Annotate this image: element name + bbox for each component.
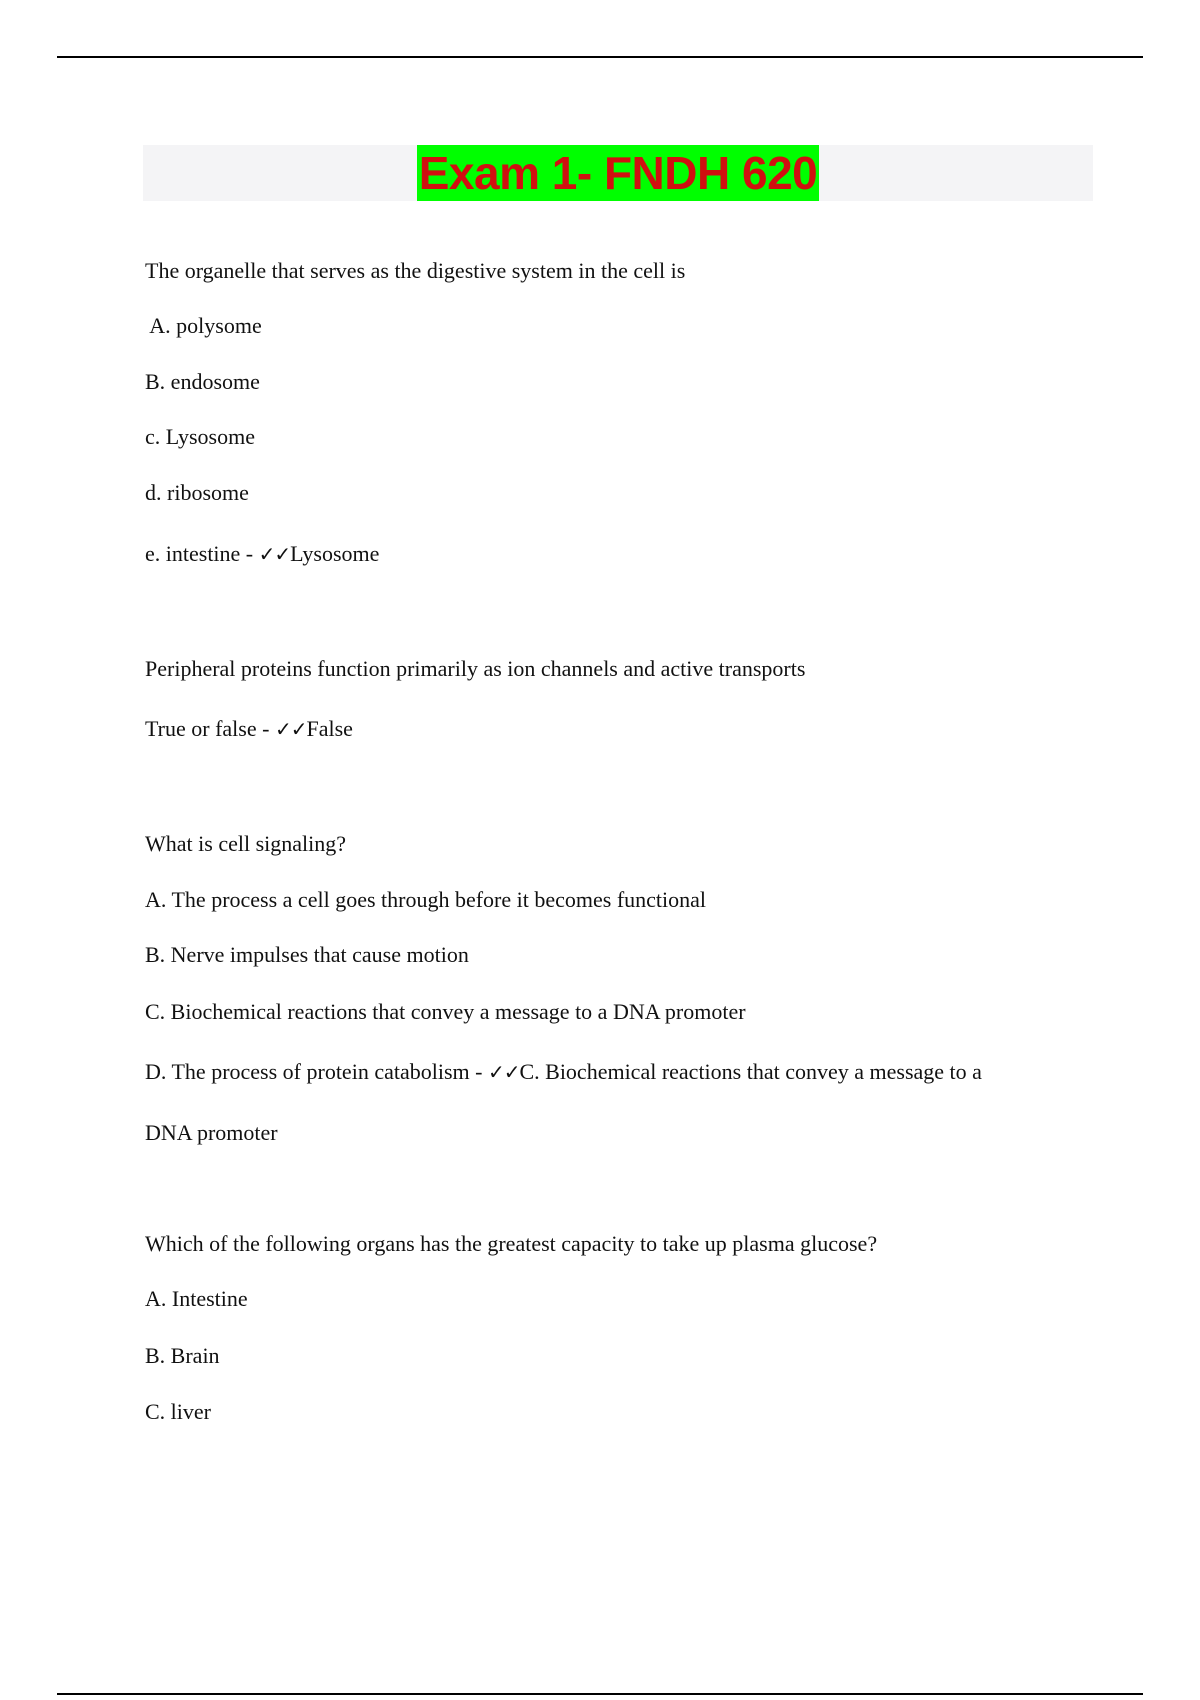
question-3-text: What is cell signaling? xyxy=(145,831,346,856)
question-1-option-c: c. Lysosome xyxy=(145,424,255,449)
question-3-answer-continued: DNA promoter xyxy=(145,1120,278,1145)
question-4-option-a: A. Intestine xyxy=(145,1286,248,1311)
option-d-text: D. The process of protein catabolism - xyxy=(145,1059,488,1084)
answer-text: Lysosome xyxy=(290,541,380,566)
option-e-text: e. intestine - xyxy=(145,541,259,566)
title-banner xyxy=(143,145,1093,201)
question-2-answer-line xyxy=(145,715,353,743)
check-mark-icon: ✓✓ xyxy=(274,717,307,741)
answer-text: False xyxy=(306,716,353,741)
question-3-option-a: A. The process a cell goes through before it becomes functional xyxy=(145,887,707,912)
question-2-text: Peripheral proteins function primarily as ion channels and active transports xyxy=(145,656,806,681)
question-4-text: Which of the following organs has the greatest capacity to take up plasma glucose? xyxy=(145,1231,878,1256)
check-mark-icon: ✓✓ xyxy=(487,1060,520,1084)
question-1-option-e-answer xyxy=(145,540,379,568)
check-mark-icon: ✓✓ xyxy=(258,542,291,566)
question-1-option-d: d. ribosome xyxy=(145,480,249,505)
question-3-option-d-answer xyxy=(145,1058,982,1086)
question-3-option-c: C. Biochemical reactions that convey a message to a DNA promoter xyxy=(145,999,746,1024)
question-1-text: The organelle that serves as the digestive system in the cell is xyxy=(145,258,686,283)
bottom-rule xyxy=(57,1693,1143,1695)
answer-text: C. Biochemical reactions that convey a message to a xyxy=(519,1059,982,1084)
question-1-option-a: A. polysome xyxy=(145,313,262,338)
question-4-option-c: C. liver xyxy=(145,1399,211,1424)
question-4-option-b: B. Brain xyxy=(145,1343,220,1368)
question-1-option-b: B. endosome xyxy=(145,369,260,394)
top-rule xyxy=(57,56,1143,58)
true-false-prompt: True or false - xyxy=(145,716,275,741)
question-3-option-b: B. Nerve impulses that cause motion xyxy=(145,942,469,967)
page-title: Exam 1- FNDH 620 xyxy=(418,147,818,199)
